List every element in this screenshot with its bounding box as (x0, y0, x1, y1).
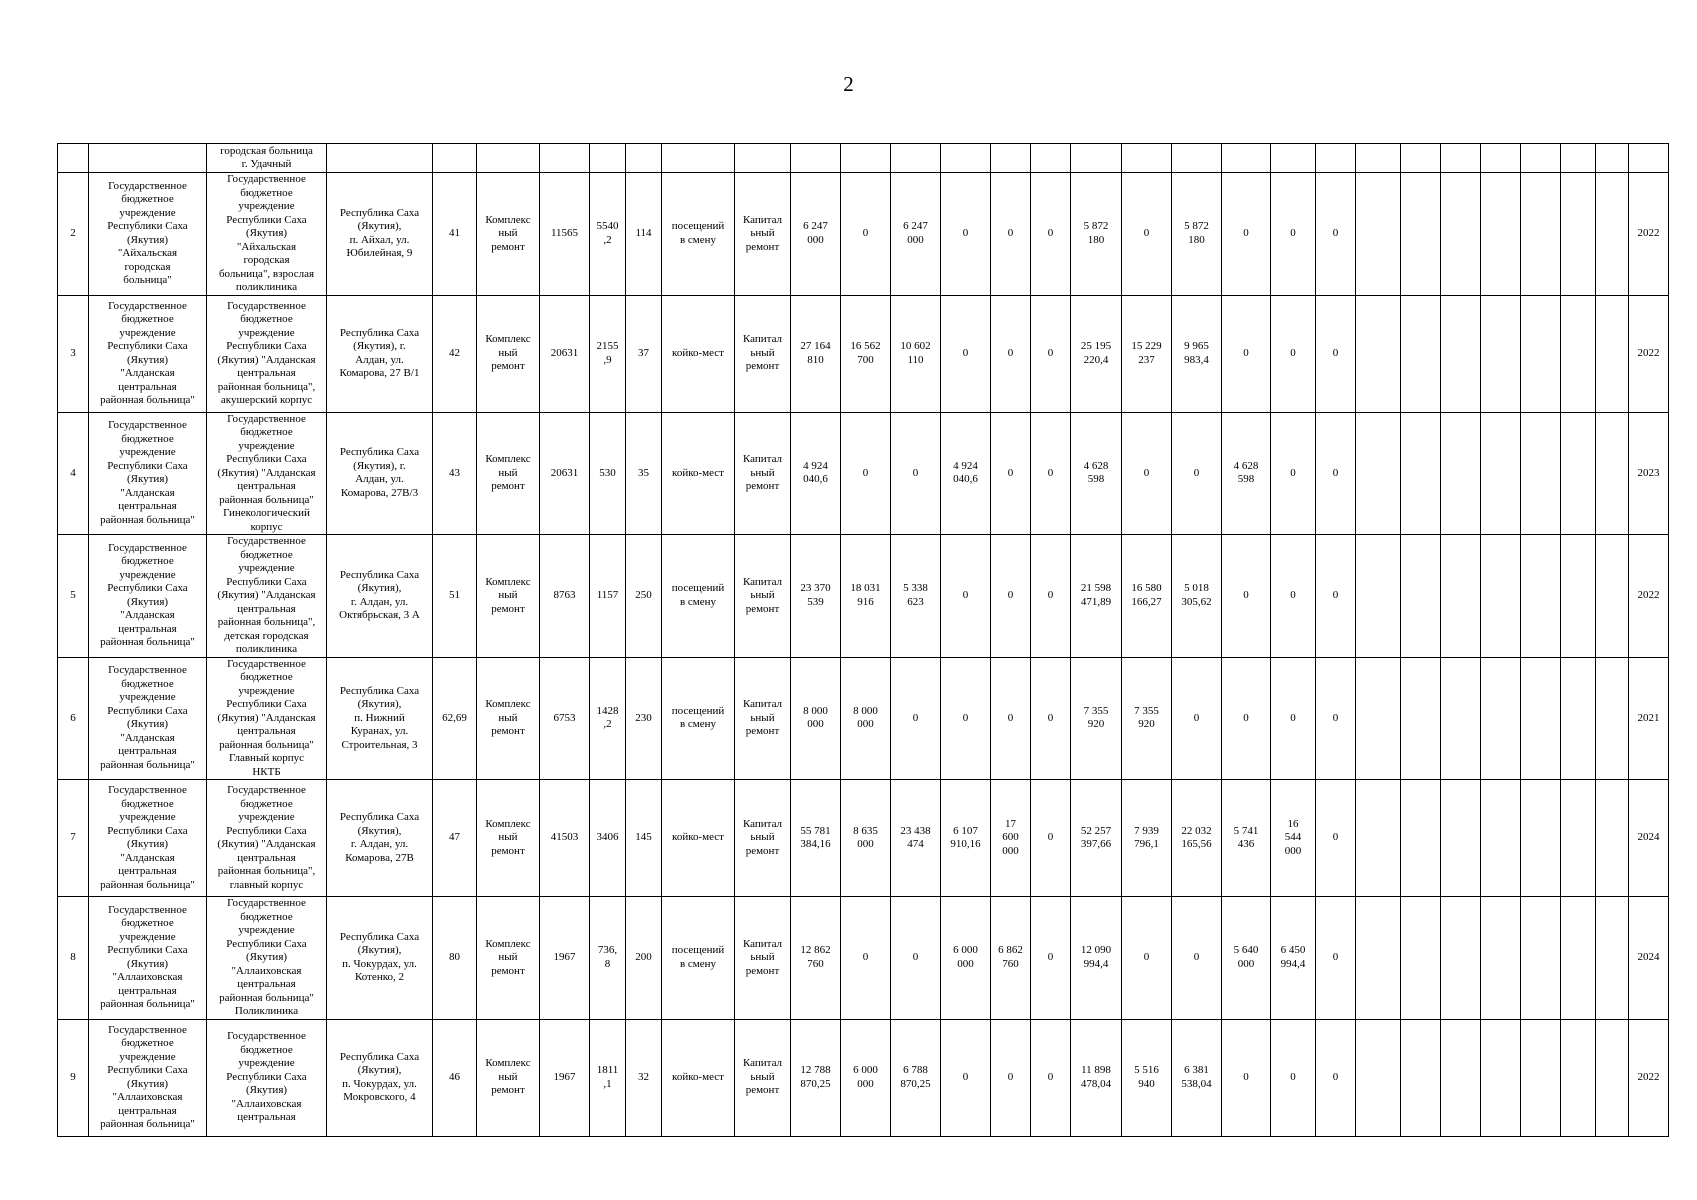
cell-c5: 42 (433, 295, 477, 412)
cell-c7: 11565 (540, 173, 590, 296)
cell-object: Государственное бюджетное учреждение Республики Саха (Якутия) "Алданская центральная районная больница" Гинекологический корпус (207, 412, 327, 535)
cell-address: Республика Саха (Якутия), г. Алдан, ул. Октябрьская, 3 А (327, 535, 433, 658)
cell-empty (1561, 535, 1596, 658)
cell-value: 12 788 870,25 (791, 1019, 841, 1136)
cell-empty (1561, 173, 1596, 296)
cell-empty (1521, 780, 1561, 897)
cell-value: 0 (1316, 780, 1356, 897)
cell-object: Государственное бюджетное учреждение Республики Саха (Якутия) "Алданская центральная районная больница", детская городская поликлиника (207, 535, 327, 658)
cell-c7: 1967 (540, 897, 590, 1020)
cell-c7: 20631 (540, 295, 590, 412)
cell-empty (1596, 295, 1629, 412)
cell-empty (1356, 412, 1401, 535)
cell-value: 6 000 000 (841, 1019, 891, 1136)
cell-empty (1441, 657, 1481, 780)
cell-c7: 8763 (540, 535, 590, 658)
cell-value: 0 (1172, 897, 1222, 1020)
cell-value: 5 516 940 (1122, 1019, 1172, 1136)
cell-c8: 530 (590, 412, 626, 535)
cell-c8: 3406 (590, 780, 626, 897)
cell-empty (1481, 535, 1521, 658)
cell-c9: 114 (626, 173, 662, 296)
cell-empty (1401, 1019, 1441, 1136)
cell-repair: Капитал ьный ремонт (735, 657, 791, 780)
table-row (58, 295, 1669, 412)
cell-empty (1441, 412, 1481, 535)
cell-object: Государственное бюджетное учреждение Республики Саха (Якутия) "Алданская центральная районная больница" Главный корпус НКТБ (207, 657, 327, 780)
cell-empty (1596, 412, 1629, 535)
cell-repair: Капитал ьный ремонт (735, 897, 791, 1020)
cell-empty (1481, 412, 1521, 535)
cell-value: 0 (1271, 657, 1316, 780)
cell-year: 2021 (1629, 657, 1669, 780)
table-row (58, 1019, 1669, 1136)
table-row (58, 780, 1669, 897)
cell-empty (1521, 535, 1561, 658)
cell-empty (1441, 897, 1481, 1020)
cell-value: 0 (891, 657, 941, 780)
cell-empty (1356, 780, 1401, 897)
cell-value: 0 (1031, 780, 1071, 897)
cell-empty (1561, 897, 1596, 1020)
cell-value: 0 (841, 412, 891, 535)
cell-empty (1521, 897, 1561, 1020)
cell-unit: койко-мест (662, 780, 735, 897)
cell-year: 2023 (1629, 412, 1669, 535)
cell-value: 25 195 220,4 (1071, 295, 1122, 412)
table-row (58, 412, 1669, 535)
cell-empty (1561, 295, 1596, 412)
cell-value: 6 788 870,25 (891, 1019, 941, 1136)
page-number: 2 (843, 72, 854, 96)
cell-value: 0 (1316, 173, 1356, 296)
cell-empty (1356, 173, 1401, 296)
cell-address: Республика Саха (Якутия), п. Чокурдах, ул. Мокровского, 4 (327, 1019, 433, 1136)
cell-value: 0 (1031, 535, 1071, 658)
cell-value: 0 (1031, 657, 1071, 780)
cell-c5: 43 (433, 412, 477, 535)
cell-value: 0 (1316, 1019, 1356, 1136)
cell-work-type: Комплекс ный ремонт (477, 173, 540, 296)
cell-c5: 62,69 (433, 657, 477, 780)
cell-unit: посещений в смену (662, 173, 735, 296)
cell-value: 4 628 598 (1222, 412, 1271, 535)
cell-value: 16 544 000 (1271, 780, 1316, 897)
cell-empty (1401, 173, 1441, 296)
cell-c5: 51 (433, 535, 477, 658)
cell-repair: Капитал ьный ремонт (735, 780, 791, 897)
cell-repair: Капитал ьный ремонт (735, 535, 791, 658)
cell-value: 0 (1271, 535, 1316, 658)
cell-address: Республика Саха (Якутия), г. Алдан, ул. Комарова, 27В (327, 780, 433, 897)
cell-c7: 20631 (540, 412, 590, 535)
cell-unit: посещений в смену (662, 657, 735, 780)
cell-value: 23 438 474 (891, 780, 941, 897)
cell-c9: 250 (626, 535, 662, 658)
cell-customer: Государственное бюджетное учреждение Республики Саха (Якутия) "Алданская центральная районная больница" (89, 535, 207, 658)
cell-empty (1401, 897, 1441, 1020)
cell-value: 0 (1316, 657, 1356, 780)
cell-object: Государственное бюджетное учреждение Республики Саха (Якутия) "Айхальская городская больница", взрослая поликлиника (207, 173, 327, 296)
cell-value: 0 (991, 173, 1031, 296)
cell-empty (1441, 295, 1481, 412)
cell-value: 0 (1031, 897, 1071, 1020)
table-row (58, 173, 1669, 296)
cell-c9: 200 (626, 897, 662, 1020)
cell-c9: 37 (626, 295, 662, 412)
cell-empty (1481, 780, 1521, 897)
cell-value: 0 (1271, 412, 1316, 535)
cell-unit: койко-мест (662, 295, 735, 412)
cell-value: 8 635 000 (841, 780, 891, 897)
cell-year: 2022 (1629, 1019, 1669, 1136)
cell-repair: Капитал ьный ремонт (735, 412, 791, 535)
cell-empty (1401, 535, 1441, 658)
cell-value: 0 (1031, 173, 1071, 296)
cell-c7: 1967 (540, 1019, 590, 1136)
cell-empty (1596, 173, 1629, 296)
cell-value: 23 370 539 (791, 535, 841, 658)
cell-c8: 5540 ,2 (590, 173, 626, 296)
cell-c5: 80 (433, 897, 477, 1020)
cell-customer: Государственное бюджетное учреждение Республики Саха (Якутия) "Алданская центральная районная больница" (89, 780, 207, 897)
cell-value: 27 164 810 (791, 295, 841, 412)
cell-empty (1561, 412, 1596, 535)
cell-value: 10 602 110 (891, 295, 941, 412)
cell-empty (1401, 780, 1441, 897)
cell-c9: 35 (626, 412, 662, 535)
cell-value: 55 781 384,16 (791, 780, 841, 897)
cell-value: 6 247 000 (791, 173, 841, 296)
cell-object: городская больница г. Удачный (207, 144, 327, 173)
cell-value: 4 924 040,6 (791, 412, 841, 535)
cell-empty (1401, 412, 1441, 535)
cell-value: 16 580 166,27 (1122, 535, 1172, 658)
cell-value: 0 (941, 173, 991, 296)
cell-c5: 46 (433, 1019, 477, 1136)
cell-value: 6 000 000 (941, 897, 991, 1020)
cell-year: 2024 (1629, 780, 1669, 897)
cell-value: 5 741 436 (1222, 780, 1271, 897)
cell-empty (1521, 657, 1561, 780)
cell-value: 6 862 760 (991, 897, 1031, 1020)
cell-value: 0 (1222, 295, 1271, 412)
cell-c8: 1157 (590, 535, 626, 658)
cell-value: 0 (841, 897, 891, 1020)
cell-value: 8 000 000 (841, 657, 891, 780)
cell-value: 6 381 538,04 (1172, 1019, 1222, 1136)
cell-empty (1521, 295, 1561, 412)
cell-value: 6 247 000 (891, 173, 941, 296)
cell-c8: 736, 8 (590, 897, 626, 1020)
cell-value: 7 939 796,1 (1122, 780, 1172, 897)
cell-value: 0 (1316, 412, 1356, 535)
cell-value: 52 257 397,66 (1071, 780, 1122, 897)
cell-repair: Капитал ьный ремонт (735, 173, 791, 296)
cell-customer: Государственное бюджетное учреждение Республики Саха (Якутия) "Айхальская городская больница" (89, 173, 207, 296)
cell-empty (1596, 657, 1629, 780)
cell-c5: 41 (433, 173, 477, 296)
table-row (58, 897, 1669, 1020)
cell-empty (1561, 1019, 1596, 1136)
cell-empty (1521, 412, 1561, 535)
cell-work-type: Комплекс ный ремонт (477, 1019, 540, 1136)
cell-value: 0 (841, 173, 891, 296)
cell-number: 7 (58, 780, 89, 897)
cell-value: 0 (1271, 295, 1316, 412)
cell-value: 6 450 994,4 (1271, 897, 1316, 1020)
cell-value: 12 862 760 (791, 897, 841, 1020)
cell-empty (1481, 1019, 1521, 1136)
cell-value: 0 (891, 412, 941, 535)
cell-year: 2024 (1629, 897, 1669, 1020)
cell-customer: Государственное бюджетное учреждение Республики Саха (Якутия) "Алданская центральная районная больница" (89, 657, 207, 780)
cell-value: 6 107 910,16 (941, 780, 991, 897)
cell-value: 5 872 180 (1071, 173, 1122, 296)
cell-value: 0 (991, 657, 1031, 780)
cell-address: Республика Саха (Якутия), п. Айхал, ул. Юбилейная, 9 (327, 173, 433, 296)
cell-value: 5 872 180 (1172, 173, 1222, 296)
cell-value: 0 (991, 535, 1031, 658)
cell-number: 3 (58, 295, 89, 412)
cell-empty (1481, 295, 1521, 412)
table-row (58, 535, 1669, 658)
cell-value: 0 (1172, 412, 1222, 535)
cell-address: Республика Саха (Якутия), п. Нижний Куранах, ул. Строительная, 3 (327, 657, 433, 780)
cell-object: Государственное бюджетное учреждение Республики Саха (Якутия) "Аллаиховская центральная (207, 1019, 327, 1136)
cell-value: 0 (1031, 412, 1071, 535)
cell-value: 12 090 994,4 (1071, 897, 1122, 1020)
cell-empty (1596, 780, 1629, 897)
cell-value: 0 (1222, 657, 1271, 780)
cell-value: 0 (891, 897, 941, 1020)
cell-value: 0 (1271, 1019, 1316, 1136)
cell-value: 0 (941, 295, 991, 412)
cell-object: Государственное бюджетное учреждение Республики Саха (Якутия) "Алданская центральная районная больница", акушерский корпус (207, 295, 327, 412)
cell-value: 0 (1316, 535, 1356, 658)
cell-empty (1356, 535, 1401, 658)
cell-empty (1561, 657, 1596, 780)
cell-year: 2022 (1629, 173, 1669, 296)
cell-value: 0 (1122, 897, 1172, 1020)
cell-empty (1596, 535, 1629, 658)
cell-value: 0 (1031, 1019, 1071, 1136)
cell-value: 0 (1316, 897, 1356, 1020)
cell-value: 0 (1316, 295, 1356, 412)
cell-unit: койко-мест (662, 1019, 735, 1136)
cell-empty (1481, 173, 1521, 296)
cell-value: 5 640 000 (1222, 897, 1271, 1020)
cell-empty (1356, 1019, 1401, 1136)
cell-value: 0 (1172, 657, 1222, 780)
cell-unit: посещений в смену (662, 897, 735, 1020)
cell-repair: Капитал ьный ремонт (735, 295, 791, 412)
cell-value: 0 (991, 295, 1031, 412)
cell-empty (1521, 1019, 1561, 1136)
cell-value: 15 229 237 (1122, 295, 1172, 412)
cell-empty (1596, 1019, 1629, 1136)
cell-number: 6 (58, 657, 89, 780)
cell-value: 16 562 700 (841, 295, 891, 412)
cell-value: 0 (991, 1019, 1031, 1136)
cell-number: 9 (58, 1019, 89, 1136)
cell-value: 0 (991, 412, 1031, 535)
cell-work-type: Комплекс ный ремонт (477, 897, 540, 1020)
cell-empty (1401, 295, 1441, 412)
cell-object: Государственное бюджетное учреждение Республики Саха (Якутия) "Аллаиховская центральная районная больница" Поликлиника (207, 897, 327, 1020)
cell-work-type: Комплекс ный ремонт (477, 535, 540, 658)
cell-c5: 47 (433, 780, 477, 897)
cell-c9: 32 (626, 1019, 662, 1136)
cell-empty (1441, 1019, 1481, 1136)
cell-number: 8 (58, 897, 89, 1020)
cell-value: 5 018 305,62 (1172, 535, 1222, 658)
cell-value: 8 000 000 (791, 657, 841, 780)
cell-work-type: Комплекс ный ремонт (477, 412, 540, 535)
cell-c9: 230 (626, 657, 662, 780)
cell-number: 5 (58, 535, 89, 658)
cell-value: 0 (1031, 295, 1071, 412)
cell-value: 0 (941, 657, 991, 780)
cell-address: Республика Саха (Якутия), г. Алдан, ул. Комарова, 27В/3 (327, 412, 433, 535)
cell-value: 5 338 623 (891, 535, 941, 658)
cell-empty (1441, 780, 1481, 897)
cell-c9: 145 (626, 780, 662, 897)
cell-empty (1561, 780, 1596, 897)
cell-value: 0 (1122, 412, 1172, 535)
cell-value: 0 (1222, 1019, 1271, 1136)
cell-unit: посещений в смену (662, 535, 735, 658)
cell-empty (1481, 897, 1521, 1020)
cell-customer: Государственное бюджетное учреждение Республики Саха (Якутия) "Аллаиховская центральная районная больница" (89, 897, 207, 1020)
cell-empty (1356, 657, 1401, 780)
cell-work-type: Комплекс ный ремонт (477, 657, 540, 780)
cell-value: 0 (1222, 173, 1271, 296)
cell-c8: 1811 ,1 (590, 1019, 626, 1136)
cell-unit: койко-мест (662, 412, 735, 535)
cell-address: Республика Саха (Якутия), г. Алдан, ул. Комарова, 27 В/1 (327, 295, 433, 412)
cell-value: 7 355 920 (1122, 657, 1172, 780)
cell-repair: Капитал ьный ремонт (735, 1019, 791, 1136)
cell-c8: 2155 ,9 (590, 295, 626, 412)
cell-empty (1481, 657, 1521, 780)
cell-value: 0 (1271, 173, 1316, 296)
cell-value: 22 032 165,56 (1172, 780, 1222, 897)
table-row (58, 657, 1669, 780)
cell-number: 2 (58, 173, 89, 296)
cell-empty (1401, 657, 1441, 780)
cell-value: 4 628 598 (1071, 412, 1122, 535)
cell-value: 17 600 000 (991, 780, 1031, 897)
cell-work-type: Комплекс ный ремонт (477, 295, 540, 412)
cell-value: 0 (1222, 535, 1271, 658)
cell-object: Государственное бюджетное учреждение Республики Саха (Якутия) "Алданская центральная районная больница", главный корпус (207, 780, 327, 897)
cell-customer: Государственное бюджетное учреждение Республики Саха (Якутия) "Алданская центральная районная больница" (89, 412, 207, 535)
cell-value: 9 965 983,4 (1172, 295, 1222, 412)
cell-address: Республика Саха (Якутия), п. Чокурдах, ул. Котенко, 2 (327, 897, 433, 1020)
cell-value: 7 355 920 (1071, 657, 1122, 780)
cell-value: 11 898 478,04 (1071, 1019, 1122, 1136)
cell-number: 4 (58, 412, 89, 535)
cell-empty (1441, 535, 1481, 658)
cell-value: 21 598 471,89 (1071, 535, 1122, 658)
cell-empty (1356, 295, 1401, 412)
cell-work-type: Комплекс ный ремонт (477, 780, 540, 897)
cell-c7: 6753 (540, 657, 590, 780)
cell-year: 2022 (1629, 535, 1669, 658)
cell-empty (1441, 173, 1481, 296)
table-row-continuation (58, 144, 1669, 173)
cell-value: 0 (941, 1019, 991, 1136)
cell-customer: Государственное бюджетное учреждение Республики Саха (Якутия) "Алданская центральная районная больница" (89, 295, 207, 412)
cell-value: 0 (941, 535, 991, 658)
cell-value: 4 924 040,6 (941, 412, 991, 535)
cell-c8: 1428 ,2 (590, 657, 626, 780)
cell-value: 18 031 916 (841, 535, 891, 658)
cell-c7: 41503 (540, 780, 590, 897)
capital-repair-table (57, 143, 1669, 1137)
cell-empty (1521, 173, 1561, 296)
cell-year: 2022 (1629, 295, 1669, 412)
cell-value: 0 (1122, 173, 1172, 296)
cell-customer: Государственное бюджетное учреждение Республики Саха (Якутия) "Аллаиховская центральная районная больница" (89, 1019, 207, 1136)
cell-empty (1596, 897, 1629, 1020)
cell-empty (1356, 897, 1401, 1020)
